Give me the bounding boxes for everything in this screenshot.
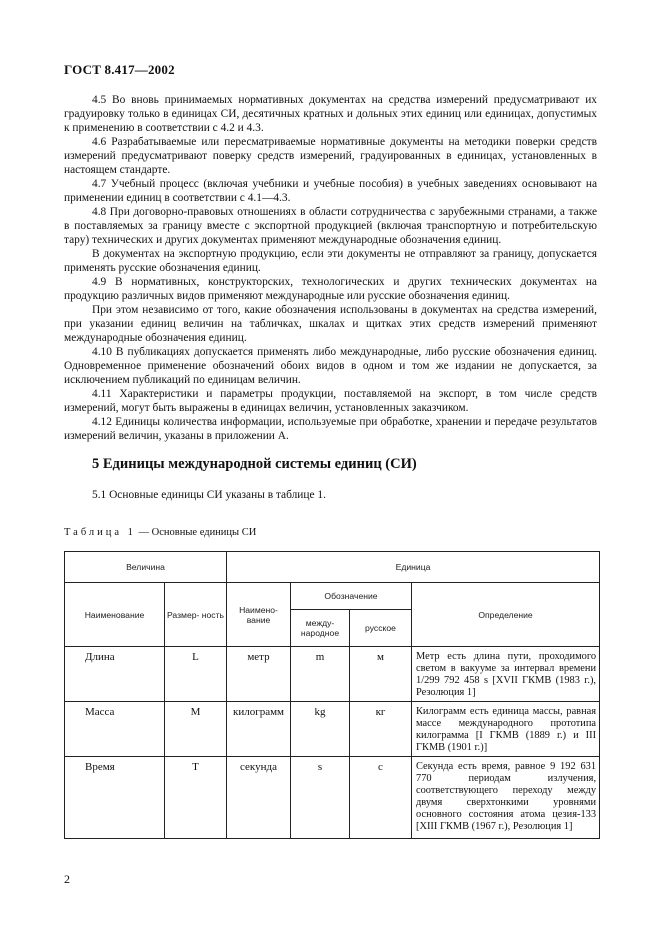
section-title: 5 Единицы международной системы единиц (СИ) [92, 456, 417, 472]
header-dimension: Размер- ность [165, 583, 227, 647]
row-unit-name: метр [227, 647, 291, 702]
row-intl-symbol: s [291, 757, 350, 839]
paragraph-4-12: 4.12 Единицы количества информации, используемые при обработке, хранении и передаче результатов измерений величин, указаны в приложении А. [64, 416, 597, 442]
page-number: 2 [64, 872, 70, 886]
row-dimension: M [165, 702, 227, 757]
row-intl-symbol: kg [291, 702, 350, 757]
header-russian: русское [350, 610, 412, 647]
row-definition: Килограмм есть единица массы, равная массе международного прототипа килограмма [I ГКМВ (1889 г.) и III ГКМВ (1901 г.)] [412, 702, 600, 757]
row-rus-symbol: с [350, 757, 412, 839]
table-row [65, 757, 600, 839]
table-caption-label: Таблица 1 [64, 527, 136, 538]
row-dimension: L [165, 647, 227, 702]
section-paragraph: 5.1 Основные единицы СИ указаны в таблице 1. [92, 489, 326, 501]
paragraph-4-6: 4.6 Разрабатываемые или пересматриваемые нормативные документы на методики поверки средств измерений предусматривают поверку средств измерений, градуированных в единицах, установленных в настоящем стандарте. [64, 136, 597, 176]
si-base-units-table [64, 551, 600, 839]
row-intl-symbol: m [291, 647, 350, 702]
paragraph-4-8: 4.8 При договорно-правовых отношениях в области сотрудничества с зарубежными странами, а также в поставляемых за границу вместе с экспортной продукцией (включая транспортную и потребительскую тару) технических и других документах применяют международные обозначения единиц. [64, 206, 597, 246]
table-caption-text: — Основные единицы СИ [138, 527, 257, 538]
row-unit-name: килограмм [227, 702, 291, 757]
row-rus-symbol: кг [350, 702, 412, 757]
row-quantity-name: Длина [65, 647, 165, 702]
document-header: ГОСТ 8.417—2002 [64, 62, 175, 77]
row-quantity-name: Время [65, 757, 165, 839]
table-row [65, 702, 600, 757]
row-dimension: T [165, 757, 227, 839]
row-definition: Секунда есть время, равное 9 192 631 770 периодам излучения, соответствующего переходу между двумя сверхтонкими уровнями основного состояния атома цезия-133 [XIII ГКМВ (1967 г.), Резолюция 1] [412, 757, 600, 839]
header-designation: Обозначение [291, 583, 412, 610]
row-rus-symbol: м [350, 647, 412, 702]
header-name: Наименование [65, 583, 165, 647]
body-text [64, 93, 597, 443]
table-row [65, 647, 600, 702]
header-quantity: Величина [65, 552, 227, 583]
paragraph-4-9: 4.9 В нормативных, конструкторских, технологических и других технических документах на продукцию различных видов применяют международные или русские обозначения единиц. [64, 276, 597, 302]
paragraph-4-8-cont: В документах на экспортную продукцию, если эти документы не отправляют за границу, допускается применять русские обозначения единиц. [64, 248, 597, 274]
paragraph-4-7: 4.7 Учебный процесс (включая учебники и учебные пособия) в учебных заведениях основывают на применении единиц в соответствии с 4.1—4.3. [64, 178, 597, 204]
paragraph-4-5: 4.5 Во вновь принимаемых нормативных документах на средства измерений предусматривают их градуировку только в единицах СИ, десятичных кратных и дольных этих единиц или единицах, допустимых к применению в соответствии с 4.2 и 4.3. [64, 94, 597, 134]
row-quantity-name: Масса [65, 702, 165, 757]
paragraph-4-9-cont: При этом независимо от того, какие обозначения использованы в документах на средства измерений, при указании единиц величин на табличках, шкалах и щитках этих средств измерений применяют международные обозначения единиц. [64, 304, 597, 344]
header-international: между- народное [291, 610, 350, 647]
header-definition: Определение [412, 583, 600, 647]
table-caption [64, 527, 256, 538]
header-unit-name: Наимено- вание [227, 583, 291, 647]
header-unit: Единица [227, 552, 600, 583]
paragraph-4-10: 4.10 В публикациях допускается применять либо международные, либо русские обозначения единиц. Одновременное применение обозначений обоих видов в одном и том же издании не допускается, за исключением публикаций по единицам величин. [64, 346, 597, 386]
row-unit-name: секунда [227, 757, 291, 839]
paragraph-4-11: 4.11 Характеристики и параметры продукции, поставляемой на экспорт, в том числе средств измерений, могут быть выражены в единицах величин, установленных заказчиком. [64, 388, 597, 414]
row-definition: Метр есть длина пути, проходимого светом в вакууме за интервал времени 1/299 792 458 s [XVII ГКМВ (1983 г.), Резолюция 1] [412, 647, 600, 702]
